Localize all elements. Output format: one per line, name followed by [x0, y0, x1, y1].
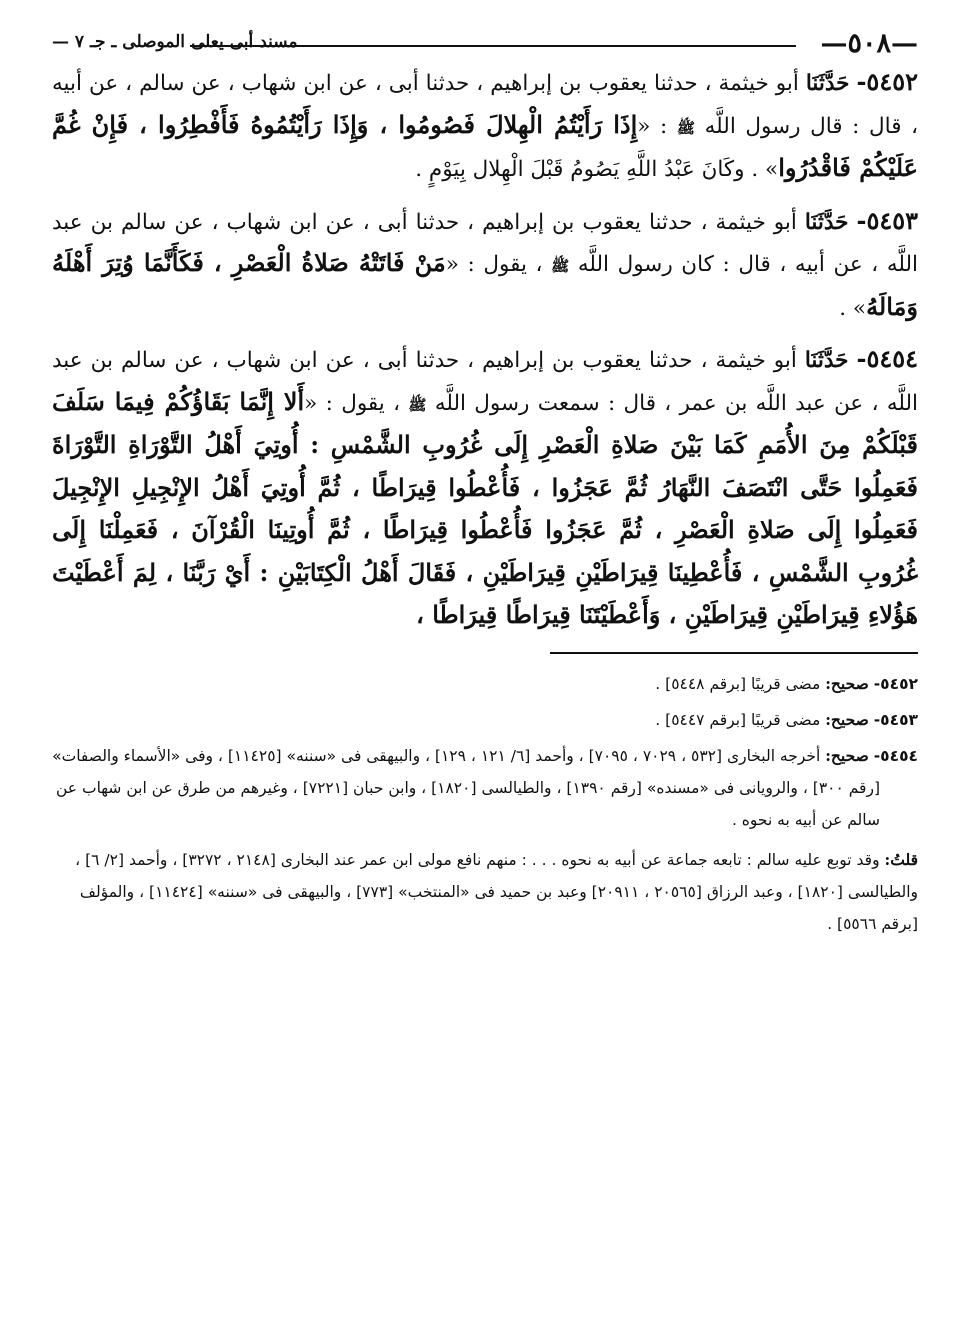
- grading-label: صحيح:: [825, 709, 869, 729]
- salutation-glyph: ﷺ: [676, 118, 696, 137]
- matn: مَنْ فَاتَتْهُ صَلاةُ الْعَصْرِ ، فَكَأَنَّمَا وُتِرَ أَهْلَهُ وَمَالَهُ: [52, 248, 918, 321]
- matn: أَلا إِنَّمَا بَقَاؤُكُمْ فِيمَا سَلَفَ قَبْلَكُمْ مِنَ الأُمَمِ كَمَا بَيْنَ صَلاةِ الْعَصْرِ إِلَى غُرُوبِ الشَّمْسِ : أُوتِيَ أَهْلُ التَّوْرَاةِ التَّوْرَاةَ فَعَمِلُوا حَتَّى انْتَصَفَ النَّهَارُ ثُمَّ عَجَزُوا ، فَأُعْطُوا قِيرَاطًا ، ثُمَّ أُوتِيَ أَهْلُ الإِنْجِيلِ الإِنْجِيلَ فَعَمِلُوا إِلَى صَلاةِ الْعَصْرِ ، ثُمَّ عَجَزُوا فَأُعْطُوا قِيرَاطًا ، ثُمَّ أُوتِينَا الْقُرْآنَ ، فَعَمِلْنَا إِلَى غُرُوبِ الشَّمْسِ ، فَأُعْطِينَا قِيرَاطَيْنِ قِيرَاطَيْنِ ، فَقَالَ أَهْلُ الْكِتَابَيْنِ : أَيْ رَبَّنَا ، لِمَ أَعْطَيْتَ هَؤُلاءِ قِيرَاطَيْنِ قِيرَاطَيْنِ ، وَأَعْطَيْتَنَا قِيرَاطًا قِيرَاطًا ،: [52, 386, 918, 629]
- hadith-5452: [52, 62, 918, 191]
- footnote-text: مضى قريبًا [برقم ٥٤٤٨] .: [655, 674, 826, 693]
- lead-in: : «: [637, 113, 677, 139]
- page-number: — ٥٠٨ —: [820, 28, 918, 59]
- grading-label: صحيح:: [825, 673, 869, 693]
- running-title: مسند أبى يعلى الموصلى ـ جـ ٧ —: [52, 32, 298, 52]
- footnote-5452: [52, 668, 918, 700]
- note-text: وقد توبع عليه سالم : تابعه جماعة عن أبيه به نحوه . . . : منهم نافع مولى ابن عمر عند البخارى [٢١٤٨ ، ٣٢٧٢] ، وأحمد [٢/ ٦] ، والطيالسى [١٨٢٠] ، وعبد الرزاق [٢٠٥٦٥ ، ٢٠٩١١] وعبد بن حميد فى «المنتخب» [٧٧٣] ، والبيهقى فى «سننه» [١١٤٢٤] ، والمؤلف [برقم ٥٥٦٦] .: [75, 850, 918, 933]
- haddathana: حَدَّثَنَا: [804, 348, 849, 373]
- editor-note: [52, 844, 918, 940]
- haddathana: حَدَّثَنَا: [805, 71, 850, 96]
- footnote-number: ٥٤٥٣-: [873, 710, 918, 729]
- lead-in: ، يقول : «: [445, 252, 552, 277]
- lead-in: ، يقول : «: [304, 390, 409, 416]
- matn: إِذَا رَأَيْتُمُ الْهِلالَ فَصُومُوا ، وَإِذَا رَأَيْتُمُوهُ فَأَفْطِرُوا ، فَإِنْ غُمَّ عَلَيْكُمْ فَاقْدُرُوا: [52, 109, 918, 182]
- hadith-number: ٥٤٥٣-: [856, 205, 918, 235]
- salutation-glyph: ﷺ: [408, 395, 427, 414]
- hadith-5454: [52, 339, 918, 638]
- isnad: أبو خيثمة ، حدثنا يعقوب بن إبراهيم ، حدثنا أبى ، عن ابن شهاب ، عن سالم ، عن أبيه ، قال : قال رسول اللَّه: [52, 71, 919, 139]
- hadith-number: ٥٤٥٢-: [856, 67, 918, 96]
- footnote-text: مضى قريبًا [برقم ٥٤٤٧] .: [655, 710, 826, 729]
- tail: » . وكَانَ عَبْدُ اللَّهِ يَصُومُ قَبْلَ الْهِلال بِيَوْمٍ .: [415, 157, 779, 182]
- page-header: [52, 18, 918, 62]
- tail: » .: [839, 295, 867, 321]
- isnad: أبو خيثمة ، حدثنا يعقوب بن إبراهيم ، حدثنا أبى ، عن ابن شهاب ، عن سالم بن عبد اللَّه ، عن أبيه ، قال : كان رسول اللَّه: [52, 209, 918, 277]
- hadith-number: ٥٤٥٤-: [856, 344, 918, 373]
- footnote-number: ٥٤٥٢-: [873, 674, 918, 693]
- footnote-divider: [550, 652, 918, 654]
- haddathana: حَدَّثَنَا: [804, 209, 849, 235]
- page: [52, 18, 918, 940]
- isnad: أبو خيثمة ، حدثنا يعقوب بن إبراهيم ، حدثنا أبى ، عن ابن شهاب ، عن سالم بن عبد اللَّه ، عن عبد اللَّه بن عمر ، قال : سمعت رسول اللَّه: [52, 348, 918, 416]
- footnote-text: أخرجه البخارى [٥٣٢ ، ٧٠٢٩ ، ٧٠٩٥] ، وأحمد [٦/ ١٢١ ، ١٢٩] ، والبيهقى فى «سننه» [١١٤٢٥] ، وفى «الأسماء والصفات» [رقم ٣٠٠] ، والرويانى فى «مسنده» [رقم ١٣٩٠] ، والطيالسى [١٨٢٠] ، وابن حبان [٧٢٢١] ، وغيرهم من طرق عن ابن شهاب عن سالم عن أبيه به نحوه .: [52, 746, 880, 829]
- hadith-5453: [52, 201, 918, 330]
- salutation-glyph: ﷺ: [551, 257, 570, 275]
- note-label: قلتُ:: [884, 849, 918, 869]
- footnote-5453: [52, 704, 918, 736]
- grading-label: صحيح:: [825, 745, 869, 765]
- footnotes: [52, 668, 918, 940]
- footnote-number: ٥٤٥٤-: [873, 746, 918, 765]
- footnote-5454: [52, 740, 918, 836]
